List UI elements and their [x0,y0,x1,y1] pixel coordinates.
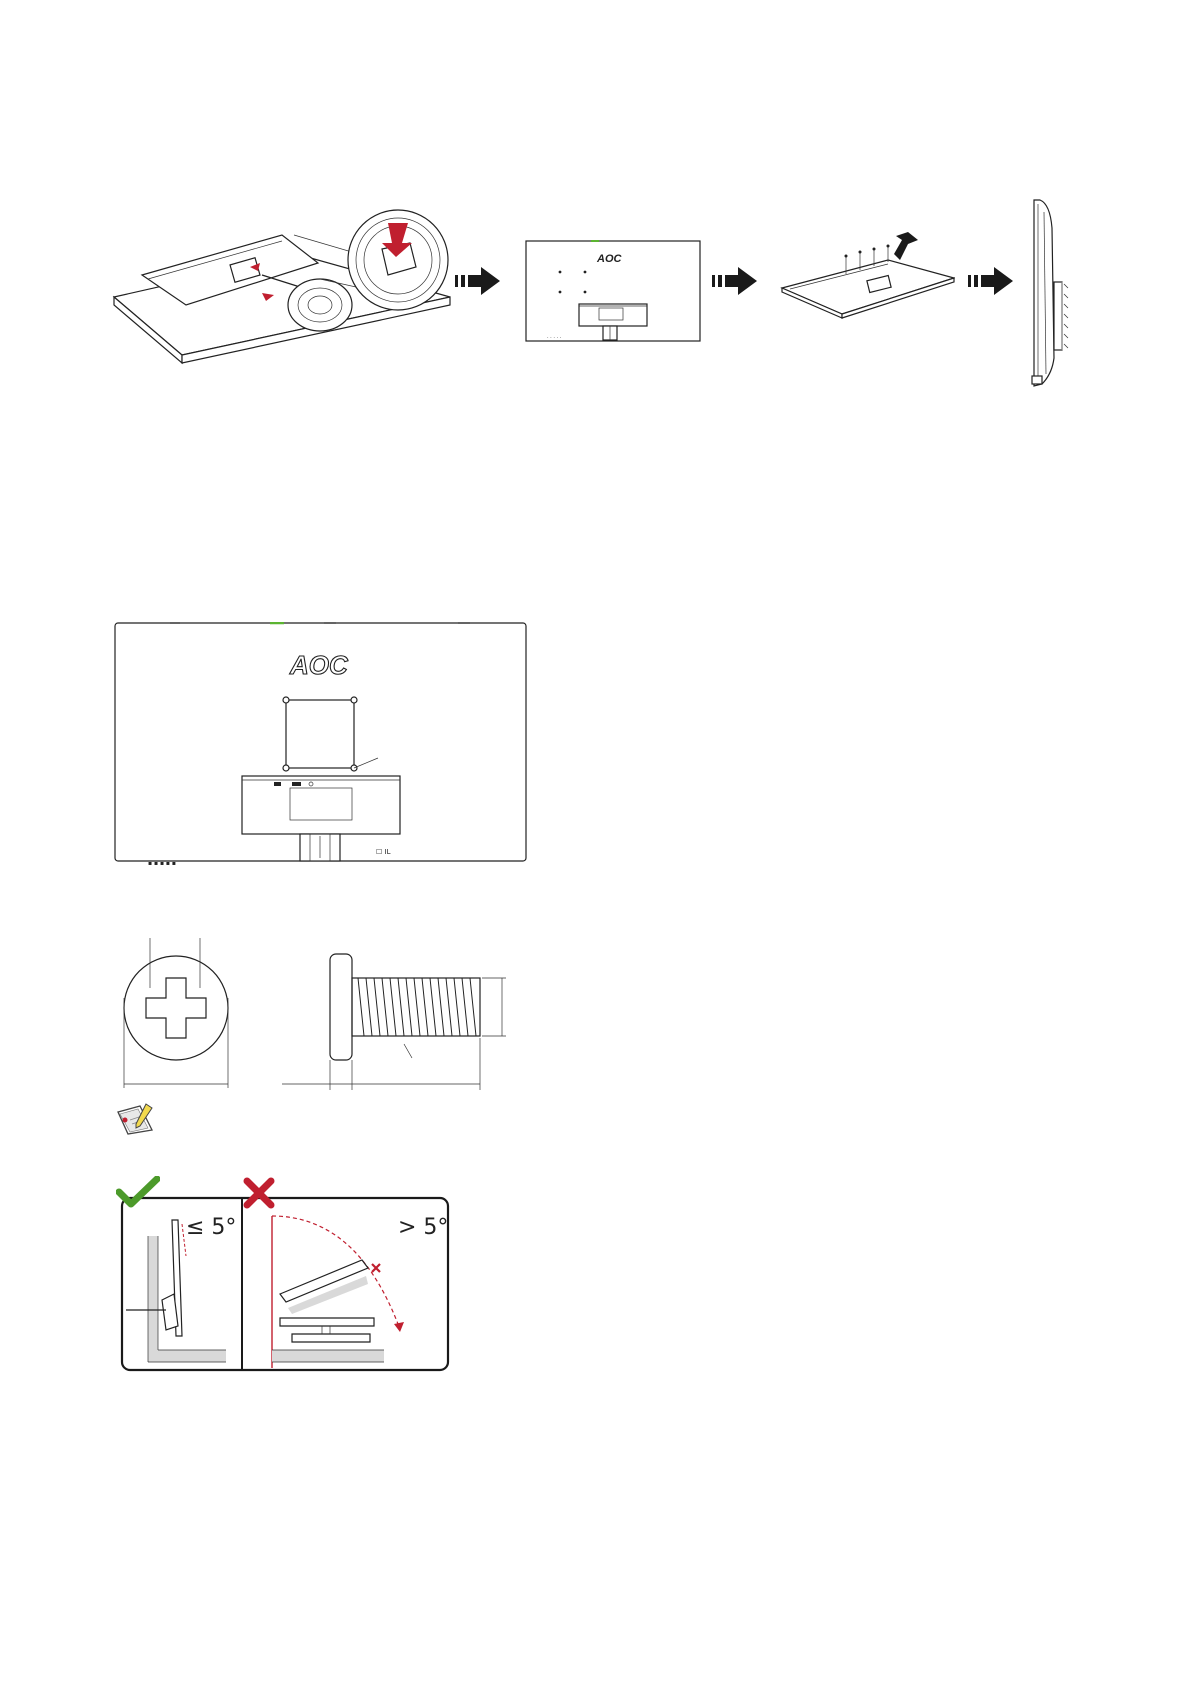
svg-text:☐ IL: ☐ IL [376,848,391,856]
screw-head-front-figure [120,938,232,1090]
tilt-ok-label: ≤ 5° [186,1215,237,1240]
right-arrow-icon [968,266,1014,296]
tilt-diagram [116,1176,452,1376]
cross-icon [242,1176,276,1210]
step-attach-screws-figure [780,232,955,322]
svg-text:▪ ▪ ▪ ▪ ▪: ▪ ▪ ▪ ▪ ▪ [148,860,176,866]
logo-large: AOC [290,650,348,680]
screw-side-figure [280,948,520,1092]
step-monitor-back-figure [525,240,701,344]
tilt-bad-label: > 5° [398,1215,449,1240]
checkmark-icon [116,1176,160,1210]
monitor-rear-view-figure [114,622,528,866]
note-pencil-icon [116,1102,156,1136]
svg-text:· · · · ·: · · · · · [547,335,562,341]
logo-small: AOC [597,253,622,265]
step-remove-stand-figure [112,205,452,365]
step-wall-mounted-figure [1030,198,1080,390]
right-arrow-icon [455,266,501,296]
right-arrow-icon [712,266,758,296]
